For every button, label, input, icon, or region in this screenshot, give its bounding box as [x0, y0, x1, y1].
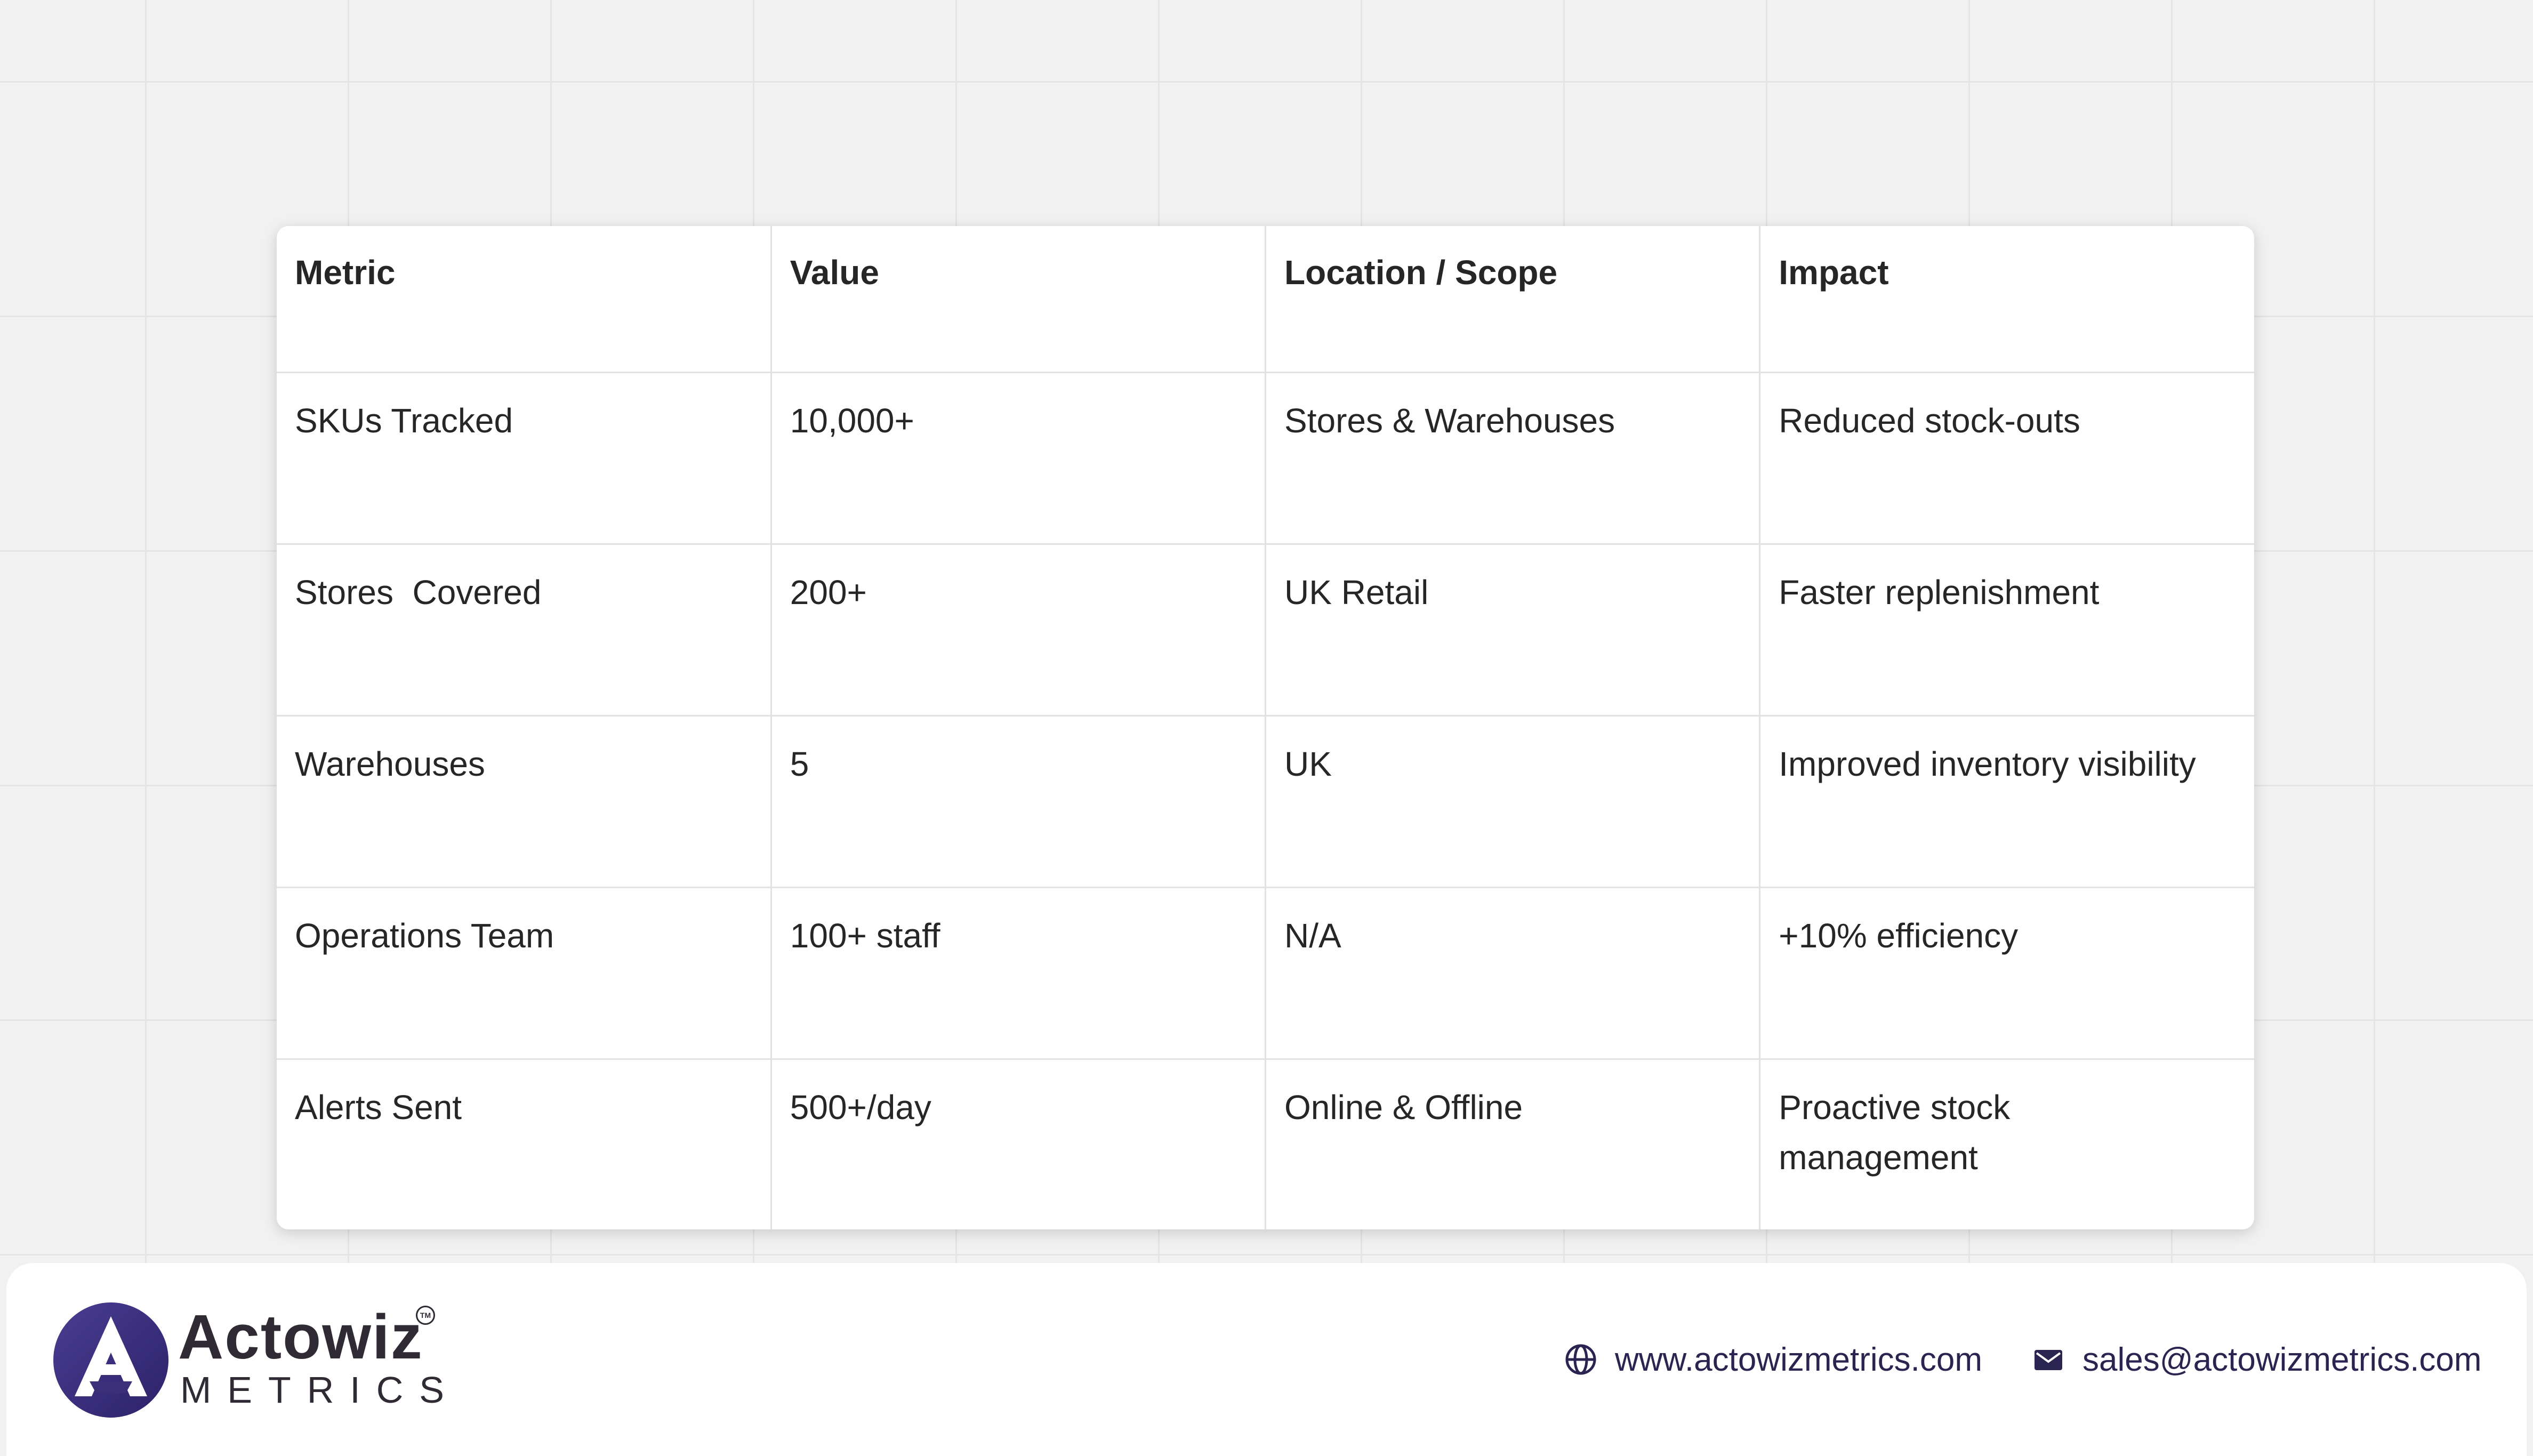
trademark-badge: TM	[416, 1306, 435, 1325]
cell-value: 100+ staff	[771, 887, 1265, 1059]
cell-location: N/A	[1266, 887, 1760, 1059]
cell-location: UK Retail	[1266, 544, 1760, 715]
cell-value: 5	[771, 715, 1265, 887]
table-row	[277, 715, 2254, 887]
header-metric: Metric	[277, 226, 771, 372]
email-link[interactable]: sales@actowizmetrics.com	[2082, 1341, 2482, 1378]
website-contact[interactable]	[1565, 1341, 1982, 1378]
cell-metric: SKUs Tracked	[277, 372, 771, 544]
cell-location: Stores & Warehouses	[1266, 372, 1760, 544]
brand-name: Actowiz	[178, 1302, 423, 1372]
footer-bar	[6, 1263, 2527, 1456]
cell-value: 10,000+	[771, 372, 1265, 544]
cell-metric: Operations Team	[277, 887, 771, 1059]
cell-impact: Faster replenishment	[1760, 544, 2254, 715]
cell-value: 200+	[771, 544, 1265, 715]
actowiz-logo[interactable]	[52, 1301, 170, 1419]
cell-location: Online & Offline	[1266, 1059, 1760, 1229]
cell-value: 500+/day	[771, 1059, 1265, 1229]
cell-metric: Warehouses	[277, 715, 771, 887]
brand-subtitle: METRICS	[180, 1369, 460, 1411]
cell-impact: Reduced stock-outs	[1760, 372, 2254, 544]
table-row	[277, 1059, 2254, 1229]
globe-icon	[1565, 1344, 1597, 1375]
cell-metric: Stores Covered	[277, 544, 771, 715]
header-impact: Impact	[1760, 226, 2254, 372]
email-contact[interactable]	[2032, 1341, 2482, 1378]
website-link[interactable]: www.actowizmetrics.com	[1615, 1341, 1982, 1378]
cell-impact: +10% efficiency	[1760, 887, 2254, 1059]
mail-icon	[2032, 1344, 2064, 1375]
cell-impact: Proactive stock management	[1779, 1088, 2011, 1177]
table-row	[277, 887, 2254, 1059]
cell-location: UK	[1266, 715, 1760, 887]
header-location-scope: Location / Scope	[1266, 226, 1760, 372]
table-row	[277, 544, 2254, 715]
cell-impact: Improved inventory visibility	[1760, 715, 2254, 887]
table-row	[277, 372, 2254, 544]
cell-metric: Alerts Sent	[277, 1059, 771, 1229]
header-value: Value	[771, 226, 1265, 372]
table-header-row	[277, 226, 2254, 372]
metrics-table-card	[277, 226, 2254, 1229]
metrics-table	[277, 226, 2254, 1229]
